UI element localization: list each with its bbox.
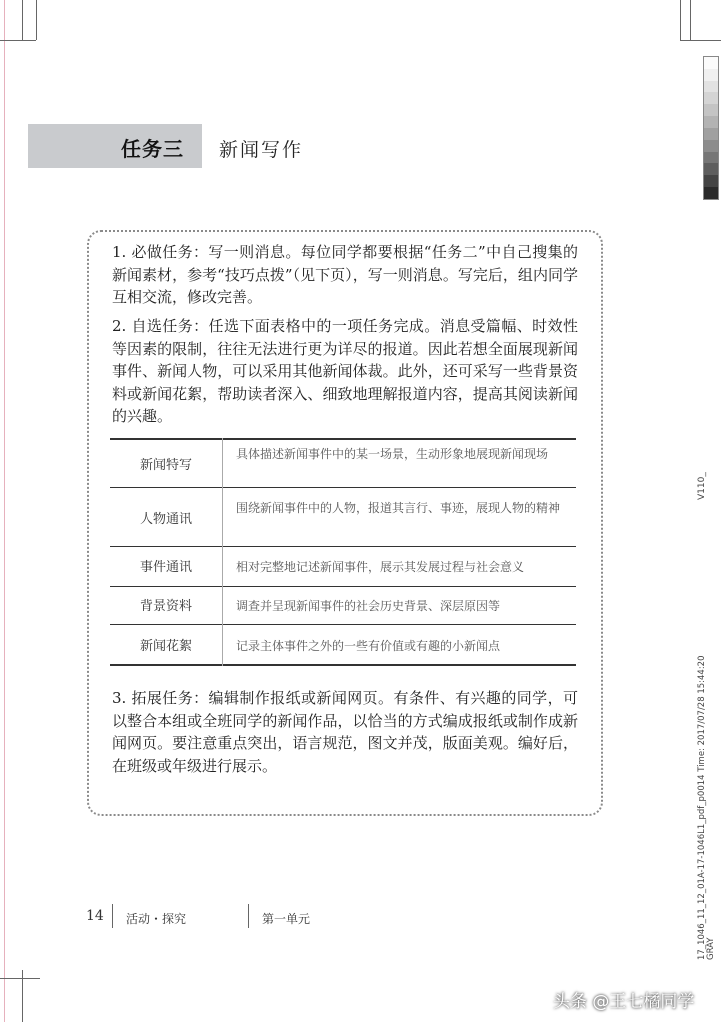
task-title: 新闻写作: [219, 139, 304, 161]
footer-divider: [248, 904, 249, 928]
footer-section: 活动・探究: [126, 912, 187, 926]
table-row-name: 事件通讯: [139, 560, 192, 575]
margin-print-info: 17_1046_11_12_01A-17-1046L1_pdf_p0014 Time: 2017/07/28 15:44:20: [697, 655, 707, 960]
page-edge-line: [4, 0, 5, 1022]
required-task-paragraph: 1. 必做任务：写一则消息。每位同学都要根据“任务二”中自己搜集的新闻素材，参考“技巧点拨”（见下页），写一则消息。写完后，组内同学互相交流，修改完善。: [112, 243, 578, 306]
crop-mark: [680, 40, 721, 41]
optional-task-paragraph: 2. 自选任务：任选下面表格中的一项任务完成。消息受篇幅、时效性等因素的限制，往往无法进行更为详尽的报道。因此若想全面展现新闻事件、新闻人物，可以采用其他新闻体裁。此外，还可采写一些背景资料或新闻花絮，帮助读者深入、细致地理解报道内容，提高其阅读新闻的兴趣。: [112, 317, 578, 425]
crop-mark: [0, 40, 36, 41]
table-row-name: 新闻特写: [139, 458, 192, 473]
table-row-desc: 调查并呈现新闻事件的社会历史背景、深层原因等: [236, 599, 501, 613]
table-top-rule: [110, 438, 576, 440]
table-row-rule: [110, 487, 576, 488]
table-row-desc: 相对完整地记述新闻事件，展示其发展过程与社会意义: [236, 560, 525, 574]
crop-mark: [0, 978, 40, 979]
margin-code: V110_: [697, 472, 707, 500]
table-row-rule: [110, 586, 576, 587]
crop-mark: [690, 0, 691, 40]
table-bottom-rule: [110, 664, 576, 666]
source-watermark: 头条 @王七橘同学: [553, 992, 695, 1012]
footer-divider: [112, 904, 113, 928]
task-number: 任务三: [121, 137, 184, 161]
crop-mark: [680, 0, 681, 40]
table-row-rule: [110, 624, 576, 625]
extended-task-paragraph: 3. 拓展任务：编辑制作报纸或新闻网页。有条件、有兴趣的同学，可以整合本组或全班同学的新闻作品，以恰当的方式编成报纸或制作成新闻网页。要注意重点突出，语言规范，图文并茂，版面美观。编好后，在班级或年级进行展示。: [112, 689, 578, 775]
table-row-name: 人物通讯: [139, 512, 192, 527]
page-number: 14: [86, 908, 104, 924]
table-column-divider: [222, 438, 223, 666]
table-row-desc: 具体描述新闻事件中的某一场景，生动形象地展现新闻现场: [236, 447, 549, 461]
table-row-name: 新闻花絮: [139, 639, 192, 654]
table-row-rule: [110, 546, 576, 547]
news-genre-table: [110, 438, 576, 666]
table-row-desc: 记录主体事件之外的一些有价值或有趣的小新闻点: [236, 639, 501, 653]
table-row-desc: 围绕新闻事件中的人物，报道其言行、事迹，展现人物的精神: [236, 501, 561, 515]
crop-mark: [36, 0, 37, 40]
footer-unit: 第一单元: [262, 912, 311, 926]
table-row-name: 背景资料: [139, 599, 192, 614]
margin-gray-label: GRAY: [706, 937, 716, 960]
grayscale-calibration-strip: [703, 56, 719, 200]
crop-mark: [22, 0, 23, 40]
